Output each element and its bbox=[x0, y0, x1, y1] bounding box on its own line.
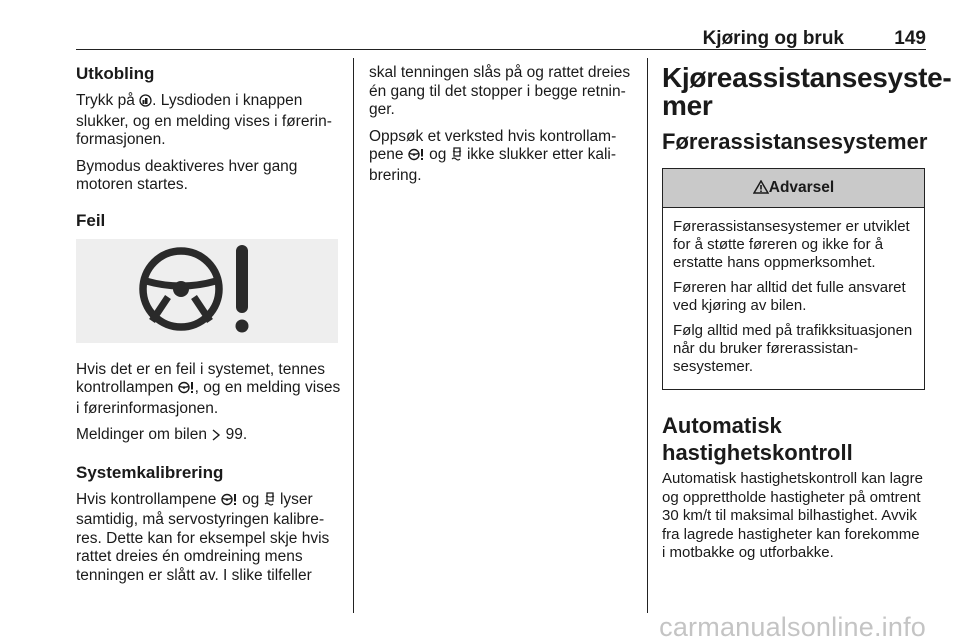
steering-warning-figure bbox=[76, 239, 338, 343]
section-heading-auto: Automatisk hastighetskontroll bbox=[662, 413, 853, 465]
column-divider-1 bbox=[353, 58, 354, 613]
header-rule bbox=[76, 49, 926, 50]
warning-body: Førerassistansesystemer er utviklet for å støtte føreren og ikke for å erstatte hans oppmerksomhet. Føreren har alltid det fulle ansvaret ved kjøring av bilen. Følg alltid med på trafikksituasjonen når du bruker førerassistansesystemer. bbox=[673, 218, 913, 375]
steering-warning-icon bbox=[408, 148, 425, 167]
city-mode-icon bbox=[139, 94, 152, 113]
column-3 bbox=[662, 62, 952, 571]
column-2 bbox=[369, 64, 634, 193]
section-title-systemkalibrering: Systemkalibrering bbox=[76, 462, 224, 482]
section-title-utkobling: Utkobling bbox=[76, 64, 155, 83]
watermark: carmanualsonline.info bbox=[659, 612, 926, 642]
steering-wheel-warning-icon bbox=[76, 239, 338, 343]
reference-arrow-icon bbox=[211, 428, 221, 447]
warning-box bbox=[662, 168, 925, 390]
paragraph: Trykk på . Lysdioden i knappen slukker, og en melding vises i førerinformasjonen. bbox=[76, 92, 332, 148]
paragraph: Hvis det er en feil i systemet, tennes kontrollampen , og en melding vises i førerinformasjonen. bbox=[76, 360, 341, 417]
steering-warning-icon bbox=[221, 493, 238, 512]
chapter-heading: Kjøreassistansesystemer bbox=[662, 62, 952, 121]
page-number: 149 bbox=[894, 28, 926, 49]
paragraph: Automatisk hastighetskontroll kan lagre og opprettholde hastigheter på omtrent 30 km/t til maksimal bilhastighet. Avvik fra lagrede hastigheter kan forekomme i motbakke og utforbakke. bbox=[662, 470, 923, 561]
paragraph: Meldinger om bilen 99. bbox=[76, 426, 341, 447]
esc-off-icon bbox=[451, 147, 463, 167]
chapter-title: Kjøring og bruk bbox=[702, 28, 844, 49]
steering-warning-icon bbox=[178, 381, 195, 400]
column-1 bbox=[76, 64, 341, 593]
warning-triangle-icon bbox=[753, 171, 769, 209]
section-heading: Førerassistansesystemer bbox=[662, 129, 928, 154]
column-divider-2 bbox=[647, 58, 648, 613]
esc-off-icon bbox=[264, 492, 276, 512]
section-title-feil: Feil bbox=[76, 210, 106, 230]
paragraph: Bymodus deaktiveres hver gang motoren startes. bbox=[76, 157, 298, 193]
paragraph: skal tenningen slås på og rattet dreies én gang til det stopper i begge retninger. bbox=[369, 64, 631, 118]
page-header bbox=[76, 28, 926, 50]
warning-header bbox=[663, 169, 924, 208]
warning-title: Advarsel bbox=[768, 179, 835, 196]
paragraph: Oppsøk et verksted hvis kontrollampene og ikke slukker etter kalibrering. bbox=[369, 127, 617, 184]
paragraph: Hvis kontrollampene og lyser samtidig, må servostyringen kalibreres. Dette kan for eksempel skje hvis rattet dreies én omdreining mens tenningen er slått av. I slike tilfeller bbox=[76, 490, 330, 584]
